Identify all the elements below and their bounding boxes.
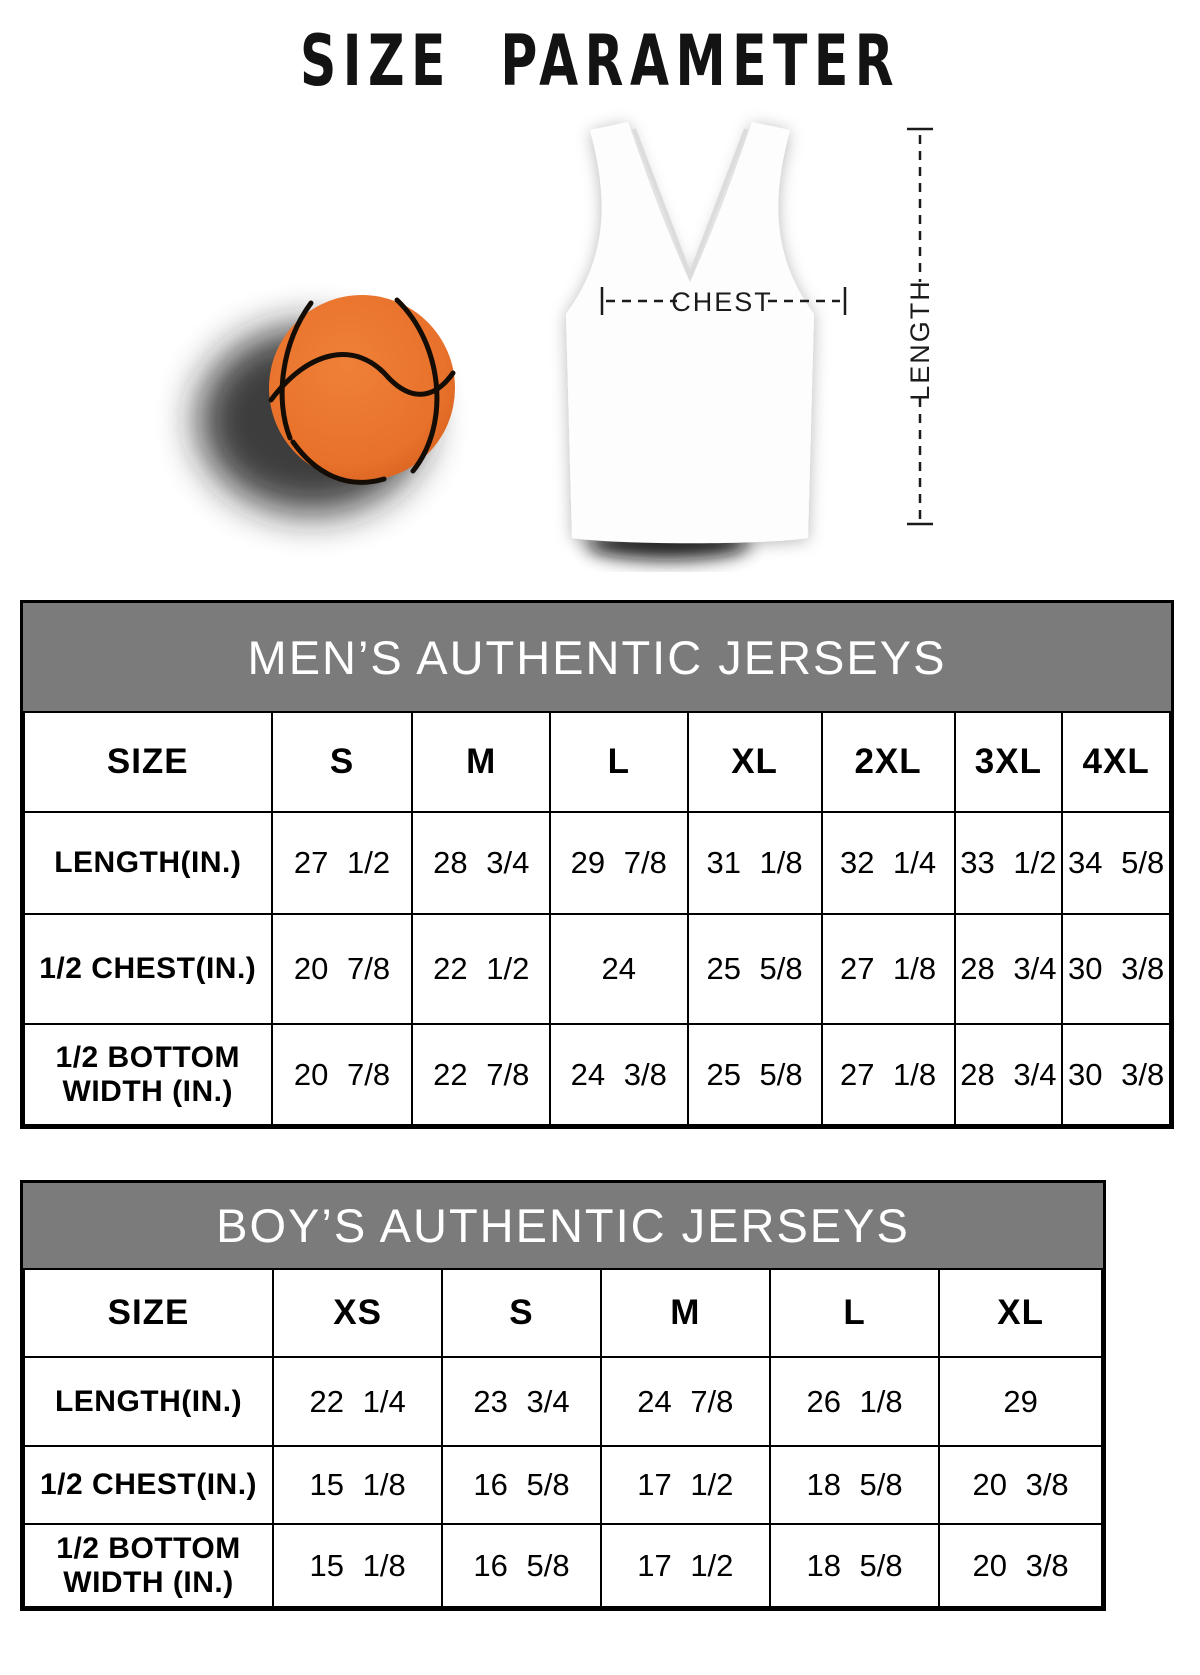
measurement-value-cell: 30 3/8 (1062, 914, 1170, 1024)
measurement-figure (0, 92, 1200, 572)
measurement-value-cell: 22 1/4 (273, 1357, 442, 1446)
measurement-row (24, 914, 1170, 1024)
measurement-value-cell: 16 5/8 (442, 1524, 600, 1607)
measurement-value-cell: 29 7/8 (550, 812, 688, 914)
measurement-value-cell: 18 5/8 (770, 1524, 939, 1607)
measurement-value-cell: 20 3/8 (939, 1446, 1102, 1524)
size-header-cell: XL (688, 712, 822, 812)
measurement-value-cell: 20 7/8 (272, 914, 413, 1024)
measurement-value-cell: 20 3/8 (939, 1524, 1102, 1607)
measurement-row (24, 1524, 1102, 1607)
size-header-cell: S (272, 712, 413, 812)
measurement-value-cell: 16 5/8 (442, 1446, 600, 1524)
size-header-cell: XL (939, 1269, 1102, 1357)
size-header-cell: 4XL (1062, 712, 1170, 812)
size-header-cell: L (550, 712, 688, 812)
measurement-value-cell: 22 7/8 (412, 1024, 550, 1125)
measurement-label-cell: 1/2 CHEST(IN.) (24, 1446, 273, 1524)
size-header-cell: S (442, 1269, 600, 1357)
measurement-value-cell: 24 (550, 914, 688, 1024)
size-header-row (24, 712, 1170, 812)
page-title: SIZE PARAMETER (299, 20, 901, 102)
measurement-value-cell: 24 3/8 (550, 1024, 688, 1125)
measurement-value-cell: 24 7/8 (601, 1357, 770, 1446)
measurement-value-cell: 32 1/4 (822, 812, 955, 914)
size-header-cell: 3XL (955, 712, 1063, 812)
measurement-label-cell: 1/2 BOTTOM WIDTH (IN.) (24, 1024, 272, 1125)
boys-table-grid (23, 1268, 1103, 1608)
measurement-value-cell: 18 5/8 (770, 1446, 939, 1524)
measurement-value-cell: 28 3/4 (955, 1024, 1063, 1125)
measurement-value-cell: 29 (939, 1357, 1102, 1446)
measurement-label-cell: LENGTH(IN.) (24, 1357, 273, 1446)
measurement-value-cell: 22 1/2 (412, 914, 550, 1024)
measurement-value-cell: 34 5/8 (1062, 812, 1170, 914)
mens-size-table (20, 600, 1174, 1129)
measurement-value-cell: 28 3/4 (955, 914, 1063, 1024)
measurement-value-cell: 17 1/2 (601, 1446, 770, 1524)
measurement-label-cell: 1/2 CHEST(IN.) (24, 914, 272, 1024)
measurement-value-cell: 33 1/2 (955, 812, 1063, 914)
measurement-value-cell: 23 3/4 (442, 1357, 600, 1446)
size-header-cell: M (412, 712, 550, 812)
measurement-value-cell: 15 1/8 (273, 1446, 442, 1524)
measurement-value-cell: 28 3/4 (412, 812, 550, 914)
jersey-illustration (566, 122, 814, 543)
measurement-label-cell: 1/2 BOTTOM WIDTH (IN.) (24, 1524, 273, 1607)
basketball-icon (269, 295, 455, 482)
boys-table-title-band: BOY’S AUTHENTIC JERSEYS (23, 1183, 1103, 1268)
jersey-body (566, 122, 814, 543)
boys-size-table (20, 1180, 1106, 1611)
measurement-row (24, 1446, 1102, 1524)
measurement-value-cell: 30 3/8 (1062, 1024, 1170, 1125)
measurement-value-cell: 27 1/8 (822, 1024, 955, 1125)
size-header-cell: XS (273, 1269, 442, 1357)
measurement-value-cell: 25 5/8 (688, 914, 822, 1024)
size-header-row (24, 1269, 1102, 1357)
size-corner-header-cell: SIZE (24, 712, 272, 812)
mens-table-grid (23, 711, 1171, 1126)
measurement-value-cell: 17 1/2 (601, 1524, 770, 1607)
measurement-value-cell: 27 1/2 (272, 812, 413, 914)
measurement-row (24, 1024, 1170, 1125)
measurement-value-cell: 20 7/8 (272, 1024, 413, 1125)
mens-table-title-band: MEN’S AUTHENTIC JERSEYS (23, 603, 1171, 711)
size-corner-header-cell: SIZE (24, 1269, 273, 1357)
length-label: LENGTH (905, 279, 935, 401)
size-header-cell: M (601, 1269, 770, 1357)
size-header-cell: L (770, 1269, 939, 1357)
measurement-row (24, 1357, 1102, 1446)
measurement-label-cell: LENGTH(IN.) (24, 812, 272, 914)
measurement-value-cell: 27 1/8 (822, 914, 955, 1024)
measurement-row (24, 812, 1170, 914)
measurement-value-cell: 25 5/8 (688, 1024, 822, 1125)
chest-label: CHEST (671, 287, 773, 317)
measurement-value-cell: 26 1/8 (770, 1357, 939, 1446)
measurement-value-cell: 31 1/8 (688, 812, 822, 914)
size-header-cell: 2XL (822, 712, 955, 812)
measurement-value-cell: 15 1/8 (273, 1524, 442, 1607)
